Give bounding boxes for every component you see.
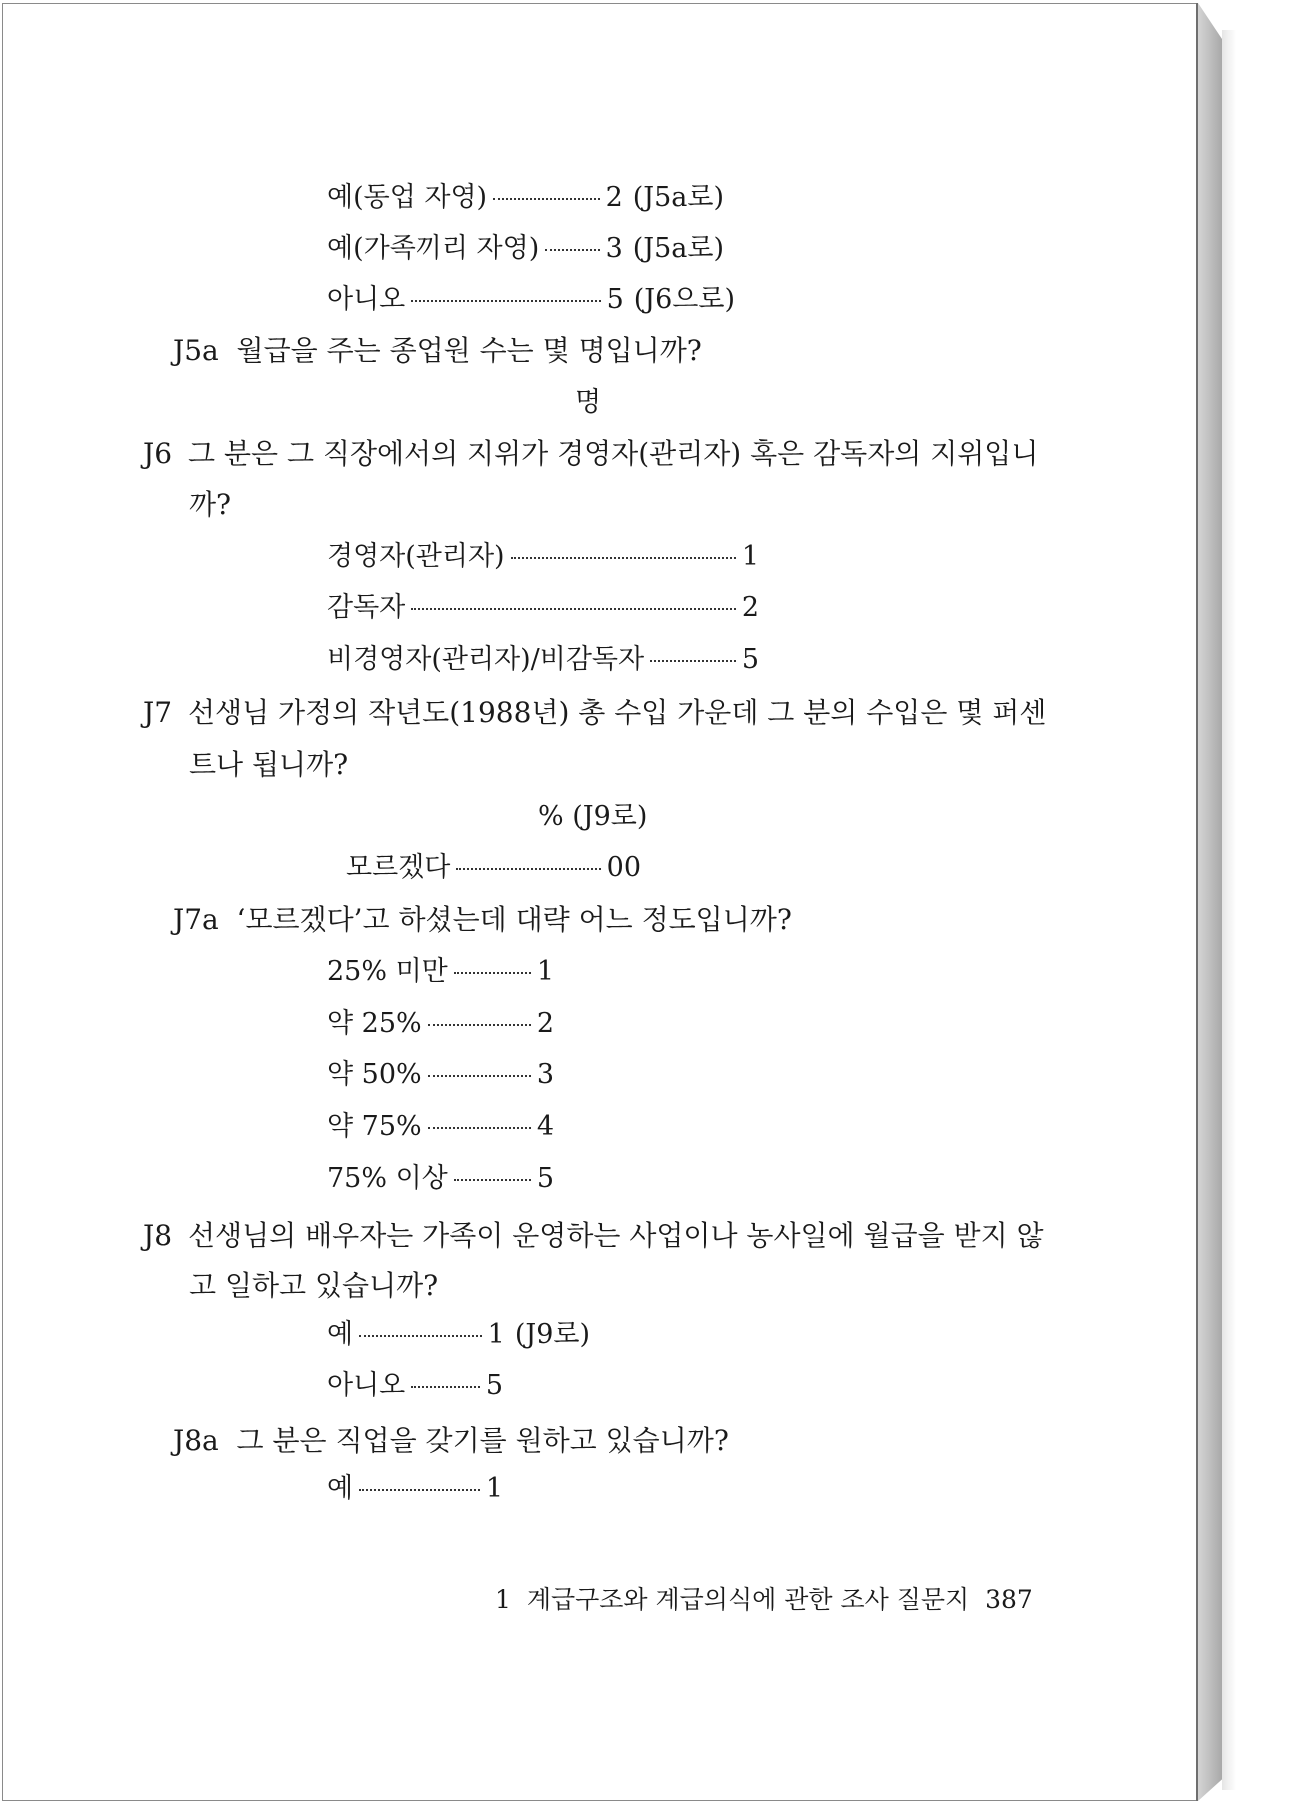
dot-leader bbox=[359, 1335, 482, 1337]
dot-leader bbox=[411, 1386, 480, 1388]
dot-leader bbox=[411, 300, 600, 302]
j5a-question bbox=[173, 333, 702, 369]
question-text: 선생님 가정의 작년도(1988년) 총 수입 가운데 그 분의 수입은 몇 퍼센 bbox=[188, 696, 1047, 729]
page-number: 387 bbox=[985, 1585, 1033, 1614]
j7a-option-2: 약 25% 2 bbox=[327, 1008, 554, 1039]
j5-option-3: 아니오 5 (J6으로) bbox=[327, 284, 735, 315]
j8-question-line2: 고 일하고 있습니까? bbox=[189, 1269, 439, 1302]
question-id: J8a bbox=[173, 1424, 219, 1457]
dot-leader bbox=[411, 608, 736, 610]
dot-leader bbox=[650, 660, 736, 662]
question-text: 그 분은 직업을 갖기를 원하고 있습니까? bbox=[236, 1424, 729, 1457]
j5a-answer-unit: 명 bbox=[575, 387, 602, 418]
j6-option-2: 감독자 2 bbox=[327, 592, 759, 623]
page-stack-edge bbox=[1198, 3, 1222, 1801]
question-id: J8 bbox=[143, 1219, 173, 1252]
j7a-option-4: 약 75% 4 bbox=[327, 1111, 554, 1142]
section-number: 1 bbox=[495, 1585, 511, 1614]
j8-option-1: 예 1 (J9로) bbox=[327, 1319, 590, 1350]
j5-option-1: 예(동업 자영) 2 (J5a로) bbox=[327, 182, 724, 213]
dot-leader bbox=[511, 557, 736, 559]
page-border-right bbox=[1196, 3, 1198, 1801]
question-text: ‘모르겠다’고 하셨는데 대략 어느 정도입니까? bbox=[236, 903, 792, 936]
question-text: 선생님의 배우자는 가족이 운영하는 사업이나 농사일에 월급을 받지 않 bbox=[188, 1219, 1044, 1252]
dot-leader bbox=[454, 972, 531, 974]
page-shadow bbox=[1222, 30, 1236, 1790]
j8a-question bbox=[173, 1423, 729, 1459]
question-text: 월급을 주는 종업원 수는 몇 명입니까? bbox=[236, 334, 702, 367]
j6-option-1: 경영자(관리자) 1 bbox=[327, 541, 759, 572]
j6-question-line1 bbox=[143, 436, 1038, 472]
j6-option-3: 비경영자(관리자)/비감독자 5 bbox=[327, 644, 759, 675]
dot-leader bbox=[428, 1024, 531, 1026]
dot-leader bbox=[456, 868, 600, 870]
running-footer bbox=[495, 1583, 1033, 1617]
dot-leader bbox=[359, 1489, 480, 1491]
j7a-option-5: 75% 이상 5 bbox=[327, 1163, 554, 1194]
dot-leader bbox=[545, 249, 599, 251]
j5-option-2: 예(가족끼리 자영) 3 (J5a로) bbox=[327, 233, 724, 264]
dot-leader bbox=[428, 1075, 531, 1077]
question-id: J5a bbox=[173, 334, 219, 367]
j7a-option-1: 25% 미만 1 bbox=[327, 956, 554, 987]
question-text: 그 분은 그 직장에서의 지위가 경영자(관리자) 혹은 감독자의 지위입니 bbox=[188, 437, 1039, 470]
question-id: J7a bbox=[173, 903, 219, 936]
j7a-question bbox=[173, 902, 792, 938]
j7-question-line2: 트나 됩니까? bbox=[189, 748, 349, 781]
j7a-option-3: 약 50% 3 bbox=[327, 1059, 554, 1090]
j8a-option-1: 예 1 bbox=[327, 1473, 503, 1504]
j7-question-line1 bbox=[143, 695, 1046, 731]
dot-leader bbox=[454, 1179, 531, 1181]
question-id: J7 bbox=[143, 696, 173, 729]
j8-question-line1 bbox=[143, 1218, 1044, 1254]
j6-question-line2: 까? bbox=[189, 488, 232, 521]
j7-percent-answer: % (J9로) bbox=[538, 801, 648, 832]
j8-option-2: 아니오 5 bbox=[327, 1370, 503, 1401]
dot-leader bbox=[428, 1127, 531, 1129]
question-id: J6 bbox=[143, 437, 173, 470]
j7-dont-know-option: 모르겠다 00 bbox=[346, 852, 641, 883]
section-title: 계급구조와 계급의식에 관한 조사 질문지 bbox=[526, 1585, 970, 1614]
dot-leader bbox=[493, 198, 600, 200]
